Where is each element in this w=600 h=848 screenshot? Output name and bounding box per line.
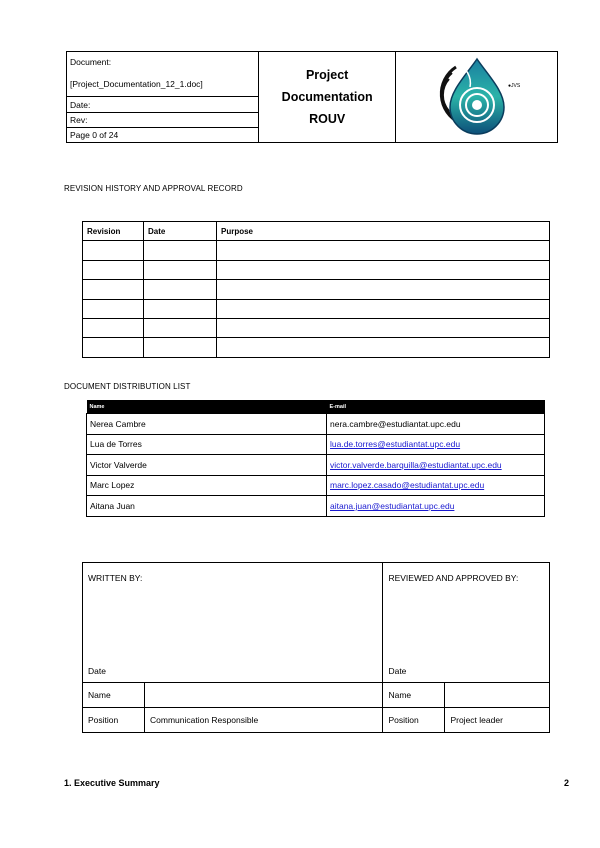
title-line-2: Documentation bbox=[281, 90, 373, 104]
reviewed-position-value: Project leader bbox=[445, 708, 550, 733]
distribution-heading: DOCUMENT DISTRIBUTION LIST bbox=[64, 382, 191, 391]
date-label: Date: bbox=[67, 97, 259, 113]
table-row bbox=[87, 414, 545, 435]
col-revision: Revision bbox=[83, 222, 144, 241]
recipient-email-link[interactable]: aitana.juan@estudiantat.upc.edu bbox=[330, 500, 455, 511]
table-row bbox=[87, 455, 545, 476]
table-row bbox=[83, 318, 550, 337]
table-row bbox=[83, 280, 550, 299]
table-row bbox=[83, 299, 550, 318]
table-row bbox=[87, 496, 545, 517]
reviewed-position-label: Position bbox=[383, 708, 445, 733]
recipient-name: Marc Lopez bbox=[87, 475, 327, 496]
title-line-3: ROUV bbox=[309, 112, 346, 126]
recipient-email-link[interactable]: lua.de.torres@estudiantat.upc.edu bbox=[330, 439, 461, 450]
reviewed-date-label: Date bbox=[388, 666, 407, 676]
recipient-email: nera.cambre@estudiantat.upc.edu bbox=[327, 414, 545, 435]
revision-heading: REVISION HISTORY AND APPROVAL RECORD bbox=[64, 184, 243, 193]
recipient-name: Aitana Juan bbox=[87, 496, 327, 517]
col-name: Name bbox=[87, 400, 327, 414]
written-name-label: Name bbox=[83, 683, 145, 708]
col-date: Date bbox=[144, 222, 217, 241]
table-row bbox=[87, 475, 545, 496]
written-position-label: Position bbox=[83, 708, 145, 733]
table-row bbox=[87, 434, 545, 455]
distribution-table bbox=[86, 400, 545, 517]
reviewed-name-label: Name bbox=[383, 683, 445, 708]
recipient-email-link[interactable]: victor.valverde.barquilla@estudiantat.upc.edu bbox=[330, 459, 502, 470]
reviewed-by-cell bbox=[383, 563, 550, 683]
reviewed-name-value bbox=[445, 683, 550, 708]
footer-section-title: 1. Executive Summary bbox=[64, 778, 160, 788]
recipient-name: Nerea Cambre bbox=[87, 414, 327, 435]
col-purpose: Purpose bbox=[217, 222, 550, 241]
table-row bbox=[83, 260, 550, 279]
document-header bbox=[66, 51, 558, 143]
document-title bbox=[259, 52, 396, 143]
written-date-label: Date bbox=[88, 666, 106, 676]
document-filename: [Project_Documentation_12_1.doc] bbox=[67, 73, 259, 97]
company-logo bbox=[422, 53, 532, 139]
col-email: E-mail bbox=[327, 400, 545, 414]
document-label: Document: bbox=[67, 52, 259, 73]
title-line-1: Project bbox=[305, 68, 349, 82]
recipient-name: Victor Valverde bbox=[87, 455, 327, 476]
rev-label: Rev: bbox=[67, 113, 259, 128]
written-position-value: Communication Responsible bbox=[145, 708, 383, 733]
page-count: Page 0 of 24 bbox=[67, 128, 259, 143]
page-number: 2 bbox=[564, 778, 570, 788]
written-name-value bbox=[145, 683, 383, 708]
written-by-label: WRITTEN BY: bbox=[88, 573, 143, 583]
table-row bbox=[83, 241, 550, 260]
reviewed-by-label: REVIEWED AND APPROVED BY: bbox=[388, 573, 519, 583]
logo-text: ●JVS bbox=[507, 83, 520, 89]
recipient-email-link[interactable]: marc.lopez.casado@estudiantat.upc.edu bbox=[330, 480, 485, 491]
written-by-cell bbox=[83, 563, 383, 683]
recipient-name: Lua de Torres bbox=[87, 434, 327, 455]
logo-cell bbox=[396, 52, 558, 143]
revision-table bbox=[82, 221, 550, 358]
table-row bbox=[83, 338, 550, 357]
approval-table bbox=[82, 562, 550, 733]
